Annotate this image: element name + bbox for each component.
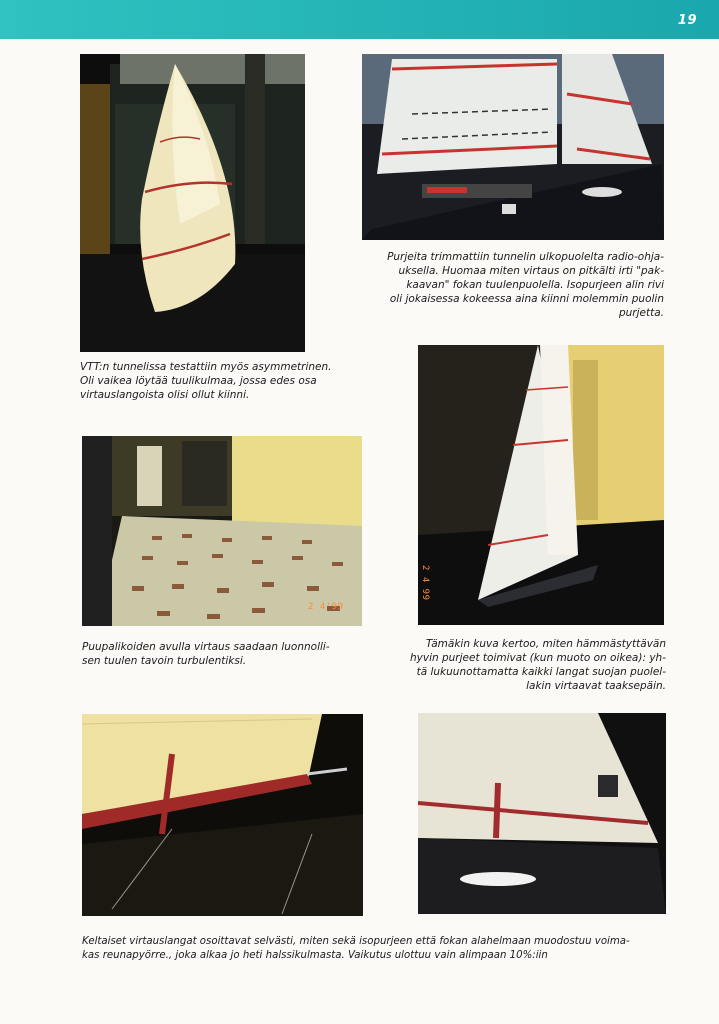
photo-model-sailing bbox=[418, 345, 664, 625]
caption-line: kas reunapyörre., joka alkaa jo heti halssikulmasta. Vaikutus ulottuu vain alimpaan 10%:iin bbox=[82, 950, 548, 961]
caption-blocks bbox=[82, 640, 362, 668]
caption-line: sen tuulen tavoin turbulentiksi. bbox=[82, 655, 247, 667]
photo-radio-controlled-model bbox=[362, 54, 664, 240]
caption-line: virtauslangoista olisi ollut kiinni. bbox=[80, 389, 250, 401]
caption-line: Purjeita trimmattiin tunnelin ulkopuolelta radio-ohja- bbox=[387, 251, 664, 263]
header-band bbox=[0, 0, 719, 39]
caption-line: purjetta. bbox=[618, 307, 664, 319]
caption-asymmetric bbox=[80, 360, 350, 402]
caption-bottom bbox=[82, 935, 672, 963]
page-number: 19 bbox=[677, 13, 697, 28]
photo-jib-foot-closeup bbox=[418, 713, 666, 914]
caption-line: tä lukuunottamatta kaikki langat suojan puolel- bbox=[416, 666, 666, 678]
caption-sailing bbox=[400, 637, 666, 693]
caption-line: oli jokaisessa kokeessa aina kiinni molemmin puolin bbox=[389, 293, 664, 305]
photo-wooden-blocks-floor bbox=[82, 436, 362, 626]
photo-mainsail-boom-closeup bbox=[82, 714, 363, 916]
caption-line: lakin virtaavat taaksepäin. bbox=[526, 680, 666, 692]
caption-line: Tämäkin kuva kertoo, miten hämmästyttävän bbox=[425, 638, 666, 650]
caption-line: Puupalikoiden avulla virtaus saadaan luonnolli- bbox=[82, 641, 330, 653]
date-stamp: 2 4'99 bbox=[308, 602, 344, 612]
caption-line: VTT:n tunnelissa testattiin myös asymmetrinen. bbox=[80, 361, 332, 373]
caption-line: hyvin purjeet toimivat (kun muoto on oikea): yh- bbox=[410, 652, 666, 664]
caption-line: Keltaiset virtauslangat osoittavat selvästi, miten sekä isopurjeen että fokan alahelmaan muodostuu voima- bbox=[82, 936, 630, 947]
date-stamp: 2 4 99 bbox=[420, 565, 430, 601]
photo-asymmetric-spinnaker bbox=[80, 54, 305, 352]
caption-radio bbox=[368, 250, 664, 320]
caption-line: uksella. Huomaa miten virtaus on pitkälti irti "pak- bbox=[398, 265, 664, 277]
caption-line: Oli vaikea löytää tuulikulmaa, jossa edes osa bbox=[80, 375, 317, 387]
caption-line: kaavan" fokan tuulenpuolella. Isopurjeen alin rivi bbox=[406, 279, 664, 291]
